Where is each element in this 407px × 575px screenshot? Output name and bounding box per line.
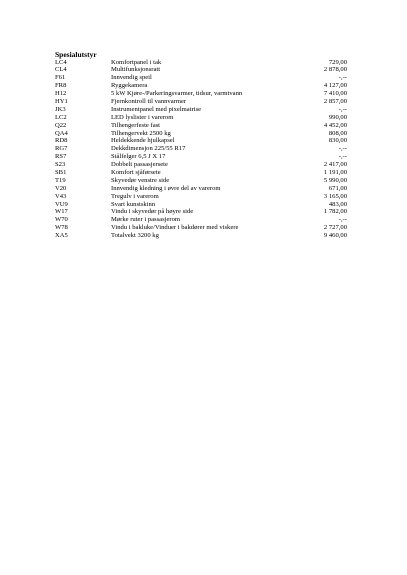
equipment-code: QA4 (55, 129, 68, 137)
equipment-price: 1 782,00 (323, 208, 347, 216)
equipment-code: W17 (55, 208, 68, 216)
equipment-price: -,-- (338, 216, 347, 224)
equipment-description: Dekkdimensjon 225/55 R17 (111, 145, 186, 153)
equipment-code: H12 (55, 90, 67, 98)
equipment-price: 2 878,00 (323, 66, 347, 74)
equipment-price: 5 990,00 (323, 176, 347, 184)
equipment-description: Heldekkende hjulkapsel (111, 137, 175, 145)
equipment-code: W78 (55, 224, 68, 232)
equipment-code: XA5 (55, 232, 68, 240)
equipment-price: -,-- (338, 105, 347, 113)
equipment-description: Tilhengerfeste fast (111, 121, 161, 129)
equipment-row (55, 153, 347, 161)
equipment-description: Tregulv i varerom (111, 192, 159, 200)
equipment-row (55, 82, 347, 90)
equipment-code: V43 (55, 192, 67, 200)
equipment-row (55, 208, 347, 216)
equipment-price: 729,00 (328, 58, 347, 66)
equipment-price: 830,00 (328, 137, 347, 145)
equipment-description: Komfortpanel i tak (111, 58, 162, 66)
equipment-description: Innvendig kledning i øvre del av varerom (111, 184, 221, 192)
equipment-price: 4 127,00 (323, 82, 347, 90)
equipment-description: Fjernkontroll til vannvarmer (111, 97, 187, 105)
equipment-price: -,-- (338, 153, 347, 161)
equipment-description: Vindu i skyvedør på høyre side (111, 208, 194, 216)
equipment-description: Svart kunstskinn (111, 200, 156, 208)
equipment-description: Ryggekamera (111, 82, 148, 90)
equipment-price: 808,00 (328, 129, 347, 137)
equipment-description: Mørke ruter i passasjerom (111, 216, 181, 224)
equipment-code: SB1 (55, 168, 67, 176)
equipment-price: 7 410,00 (323, 90, 347, 98)
equipment-code: RG7 (55, 145, 68, 153)
equipment-price: 483,00 (328, 200, 347, 208)
equipment-row (55, 161, 347, 169)
equipment-code: LC2 (55, 113, 67, 121)
equipment-description: Innvendig speil (111, 74, 152, 82)
equipment-price: 3 165,00 (323, 192, 347, 200)
equipment-row (55, 193, 347, 201)
equipment-price: 9 460,00 (323, 232, 347, 240)
equipment-code: Q22 (55, 121, 67, 129)
equipment-description: 5 kW Kjøre-/Parkeringsvarmer, tidsur, varmtvann (111, 90, 243, 98)
equipment-price: 1 191,00 (323, 168, 347, 176)
equipment-description: Tilhengervekt 2500 kg (111, 129, 171, 137)
equipment-description: Skyvedør venstre side (111, 176, 170, 184)
equipment-row (55, 232, 347, 240)
equipment-code: FR8 (55, 82, 67, 90)
equipment-description: Stålfelger 6,5 J X 17 (111, 153, 166, 161)
equipment-row (55, 201, 347, 209)
section-heading: Spesialutstyr (55, 50, 97, 59)
equipment-code: LC4 (55, 58, 67, 66)
equipment-row (55, 145, 347, 153)
equipment-description: Totalvekt 3200 kg (111, 232, 159, 240)
equipment-row (55, 98, 347, 106)
equipment-row (55, 185, 347, 193)
equipment-price: -,-- (338, 74, 347, 82)
equipment-code: V20 (55, 184, 67, 192)
equipment-price: 4 452,00 (323, 121, 347, 129)
equipment-code: VU9 (55, 200, 68, 208)
equipment-code: HY1 (55, 97, 68, 105)
equipment-code: JK3 (55, 105, 66, 113)
equipment-row (55, 122, 347, 130)
equipment-code: RS7 (55, 153, 67, 161)
equipment-list (55, 59, 347, 240)
equipment-description: Multifunksjonsratt (111, 66, 161, 74)
equipment-row (55, 59, 347, 67)
equipment-code: RD8 (55, 137, 68, 145)
equipment-row (55, 216, 347, 224)
equipment-price: 2 417,00 (323, 161, 347, 169)
equipment-description: Komfort sjåførsete (111, 168, 161, 176)
equipment-row (55, 137, 347, 145)
equipment-code: W70 (55, 216, 68, 224)
equipment-price: 2 727,00 (323, 224, 347, 232)
equipment-price: 990,00 (328, 113, 347, 121)
equipment-description: LED lyslister i varerom (111, 113, 174, 121)
equipment-price: 671,00 (328, 184, 347, 192)
equipment-row (55, 74, 347, 82)
equipment-row (55, 66, 347, 74)
equipment-row (55, 177, 347, 185)
equipment-row (55, 130, 347, 138)
equipment-row (55, 114, 347, 122)
equipment-row (55, 224, 347, 232)
equipment-row (55, 90, 347, 98)
equipment-row (55, 106, 347, 114)
equipment-description: Instrumentpanel med pixelmatrise (111, 105, 202, 113)
equipment-row (55, 169, 347, 177)
equipment-price: 2 857,00 (323, 97, 347, 105)
equipment-code: T19 (55, 176, 66, 184)
equipment-price: -,-- (338, 145, 347, 153)
equipment-code: S23 (55, 161, 66, 169)
equipment-description: Vindu i bakluke/Vinduer i bakdører med viskere (111, 224, 239, 232)
equipment-code: F61 (55, 74, 66, 82)
equipment-code: CL4 (55, 66, 67, 74)
equipment-description: Dobbelt passasjersete (111, 161, 168, 169)
